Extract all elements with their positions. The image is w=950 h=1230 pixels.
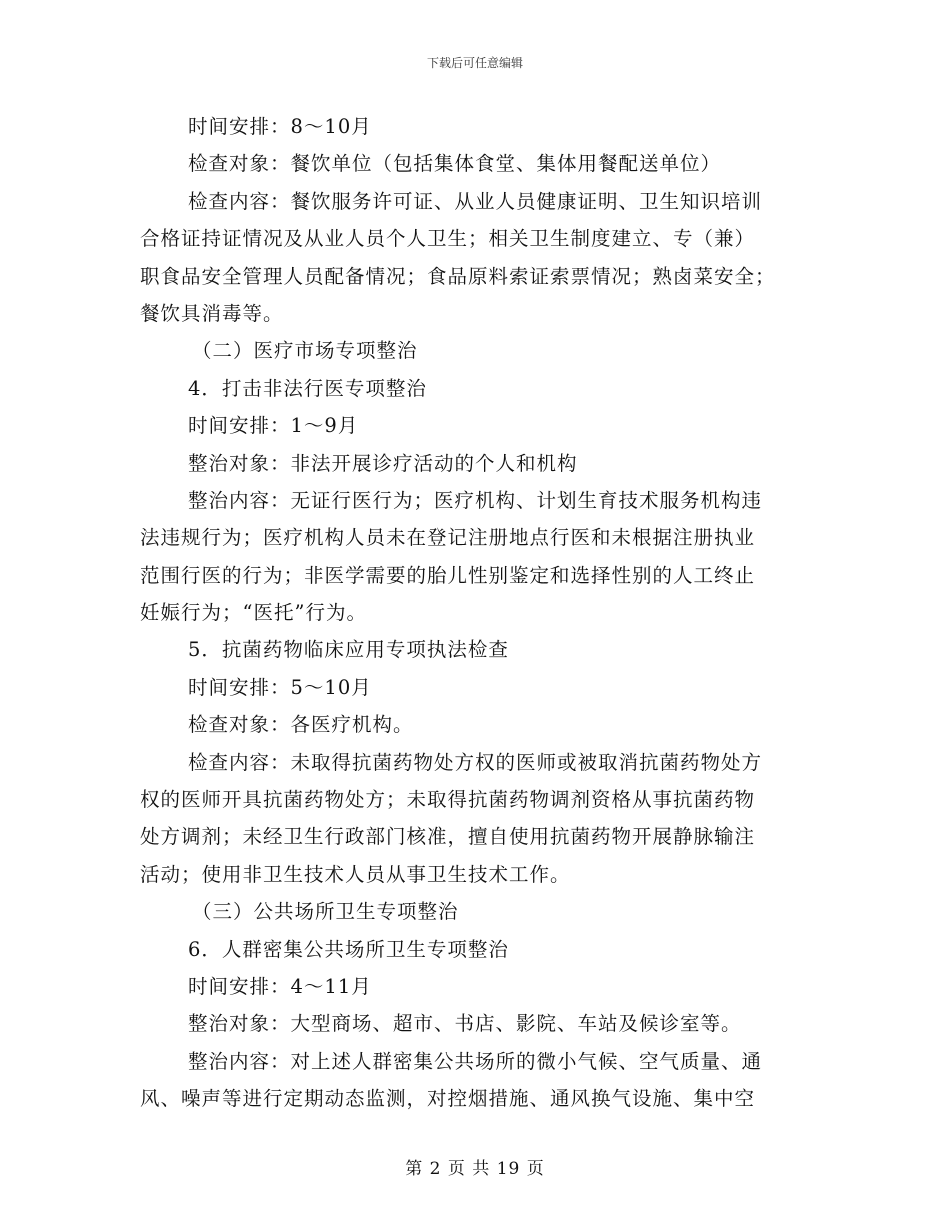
subsection-heading: 6．人群密集公共场所卫生专项整治 xyxy=(188,937,509,961)
paragraph-line: 餐饮具消毒等。 xyxy=(140,301,284,325)
paragraph-line: 职食品安全管理人员配备情况；食品原料索证索票情况；熟卤菜安全； xyxy=(140,264,776,288)
paragraph-line: 风、噪声等进行定期动态监测，对控烟措施、通风换气设施、集中空 xyxy=(140,1087,756,1111)
paragraph-line: 时间安排：5～10月 xyxy=(188,675,372,699)
subsection-heading: 4．打击非法行医专项整治 xyxy=(188,376,427,400)
paragraph-line: 整治对象：大型商场、超市、书店、影院、车站及候诊室等。 xyxy=(188,1012,742,1036)
subsection-heading: 5．抗菌药物临床应用专项执法检查 xyxy=(188,638,509,662)
paragraph-line: 时间安排：4～11月 xyxy=(188,974,372,998)
paragraph-line: 活动；使用非卫生技术人员从事卫生技术工作。 xyxy=(140,862,571,886)
section-heading: （三）公共场所卫生专项整治 xyxy=(192,900,459,924)
paragraph-line: 检查对象：餐饮单位（包括集体食堂、集体用餐配送单位） xyxy=(188,152,722,176)
document-body xyxy=(140,108,810,1118)
paragraph-line: 整治内容：无证行医行为；医疗机构、计划生育技术服务机构违 xyxy=(188,488,763,512)
page-footer: 第 2 页 共 19 页 xyxy=(405,1159,545,1179)
paragraph-line: 法违规行为；医疗机构人员未在登记注册地点行医和未根据注册执业 xyxy=(140,526,756,550)
paragraph-line: 时间安排：1～9月 xyxy=(188,414,359,438)
paragraph-line: 合格证持证情况及从业人员个人卫生；相关卫生制度建立、专（兼） xyxy=(140,227,756,251)
paragraph-line: 整治对象：非法开展诊疗活动的个人和机构 xyxy=(188,451,578,475)
paragraph-line: 检查内容：未取得抗菌药物处方权的医师或被取消抗菌药物处方 xyxy=(188,750,763,774)
paragraph-line: 权的医师开具抗菌药物处方；未取得抗菌药物调剂资格从事抗菌药物 xyxy=(140,788,756,812)
paragraph-line: 时间安排：8～10月 xyxy=(188,115,372,138)
paragraph-line: 整治内容：对上述人群密集公共场所的微小气候、空气质量、通 xyxy=(188,1049,763,1073)
paragraph-line: 处方调剂；未经卫生行政部门核准，擅自使用抗菌药物开展静脉输注 xyxy=(140,825,756,849)
paragraph-line: 检查对象：各医疗机构。 xyxy=(188,713,414,737)
paragraph-line: 妊娠行为；“医托”行为。 xyxy=(140,601,367,625)
section-heading: （二）医疗市场专项整治 xyxy=(192,339,418,363)
paragraph-line: 检查内容：餐饮服务许可证、从业人员健康证明、卫生知识培训 xyxy=(188,189,763,213)
page-header: 下载后可任意编辑 xyxy=(426,56,523,70)
paragraph-line: 范围行医的行为；非医学需要的胎儿性别鉴定和选择性别的人工终止 xyxy=(140,563,756,587)
